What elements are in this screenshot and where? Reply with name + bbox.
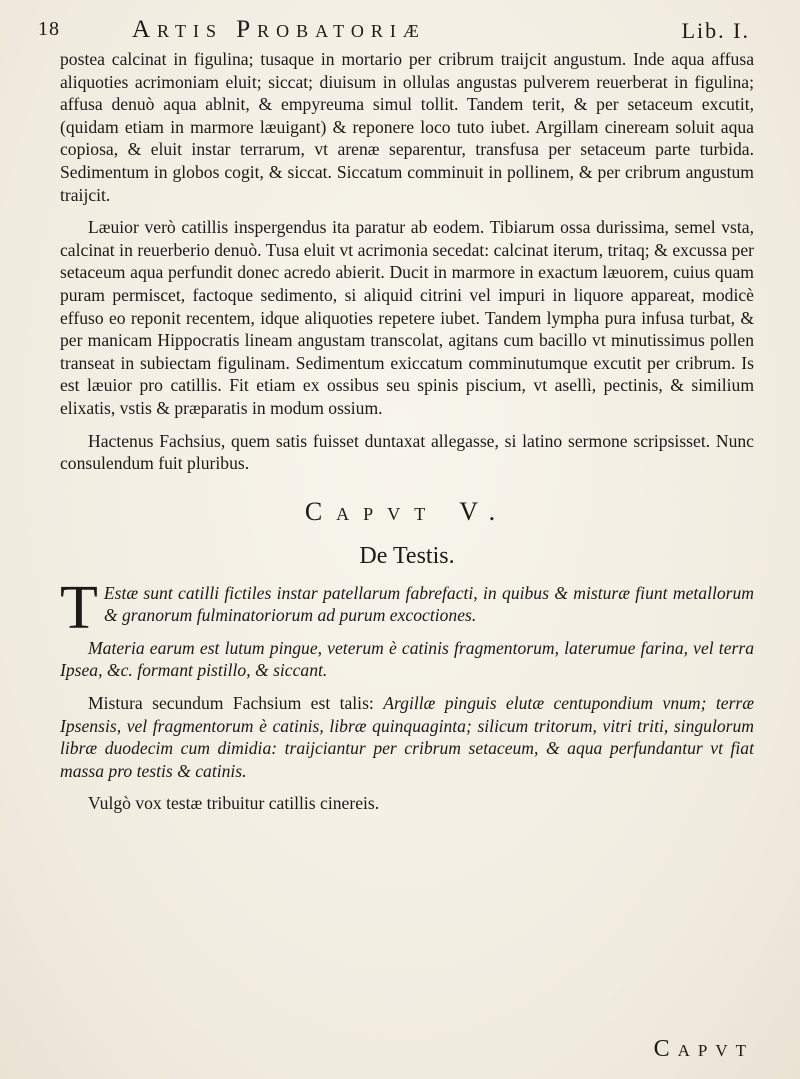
chapter-subtitle: De Testis. [359, 542, 455, 569]
paragraph-testae-definition [60, 573, 754, 642]
definition-text: Estæ sunt catilli fictiles instar patellarum fabrefacti, in quibus & misturæ fiunt metallorum & granorum fulminatoriorum ad purum excoctiones. [103, 582, 754, 626]
mistura-recipe: Argillæ pinguis elutæ centupondium vnum; terræ Ipsensis, vel fragmentorum è catinis, libræ quinquaginta; silicum tritorum, vitri triti, singulorum libræ duodecim cum dimidia: traijciantur per cribrum setaceum, & aqua perfundantur vt fiat massa pro testis & catinis. [60, 693, 754, 781]
paragraph-bone-ash: Læuior verò catillis inspergendus ita paratur ab eodem. Tibiarum ossa durissima, semel vsta, calcinat in reuerberio denuò. Tusa eluit vt acrimonia secedat: calcinat iterum, tritaq; & excussa per setaceum aqua perfundit donec acredo abierit. Ducit in marmore in exactum læuorem, cuius quam puram permiscet, factoque sedimento, si aliquid citrini vel impuri in liquore appareat, modicè effuso eo reponit recentem, idque aliquoties repetere iubet. Tandem lympha pura infusa turbat, & per manicam Hippocratis lineam angustam transcolat, agitans cum bacillo vt minutissimus pollen transeat in subiectam figulinam. Sedimentum exiccatum comminutumque excutit per cribrum. Is est læuior pro catillis. Fit etiam ex ossibus seu spinis piscium, vt asellì, pectinis, & similium elixatis, vstis & præparatis in modum ossium. [60, 217, 754, 418]
paragraph-mistura [60, 692, 754, 782]
catchword: Capvt [653, 1036, 754, 1062]
paragraph-calcination: postea calcinat in figulina; tusaque in mortario per cribrum traijcit angustum. Inde aqua affusa aliquoties acrimoniam eluit; siccat; diuisum in ollulas angustas pulverem reuerberat in figulina; affusa denuò aqua ablnit, & empyreuma simul tollit. Tandem terit, & per setaceum excutit, (quidam etiam in marmore læuigant) & reponere loco tuto iubet. Argillam cineream soluit aqua copiosa, & eluit instar terrarum, vt arenæ separentur, transfusa per setaceum parte turbida. Sedimentum in globos cogit, & siccat. Siccatum comminuit in pollinem, & per cribrum angustum traijcit. [60, 49, 754, 205]
chapter-heading: Capvt V. [304, 496, 510, 526]
paragraph-vulgo: Vulgò vox testæ tribuitur catillis cinereis. [88, 793, 380, 814]
page-number: 18 [38, 18, 60, 40]
paragraph-fachsius: Hactenus Fachsius, quem satis fuisset duntaxat allegasse, si latino sermone scripsisset. Nunc consulendum fuit pluribus. [60, 430, 754, 474]
mistura-intro: Mistura secundum Fachsium est talis: [88, 693, 384, 714]
running-title: Artis Probatoriæ [132, 16, 426, 43]
paragraph-materia: Materia earum est lutum pingue, veterum è catinis fragmentorum, laterumue farina, vel terra Ipsea, &c. formant pistillo, & siccant. [60, 637, 754, 681]
book-number: Lib. I. [681, 18, 750, 43]
running-head [38, 14, 754, 48]
drop-cap: T [60, 573, 98, 642]
